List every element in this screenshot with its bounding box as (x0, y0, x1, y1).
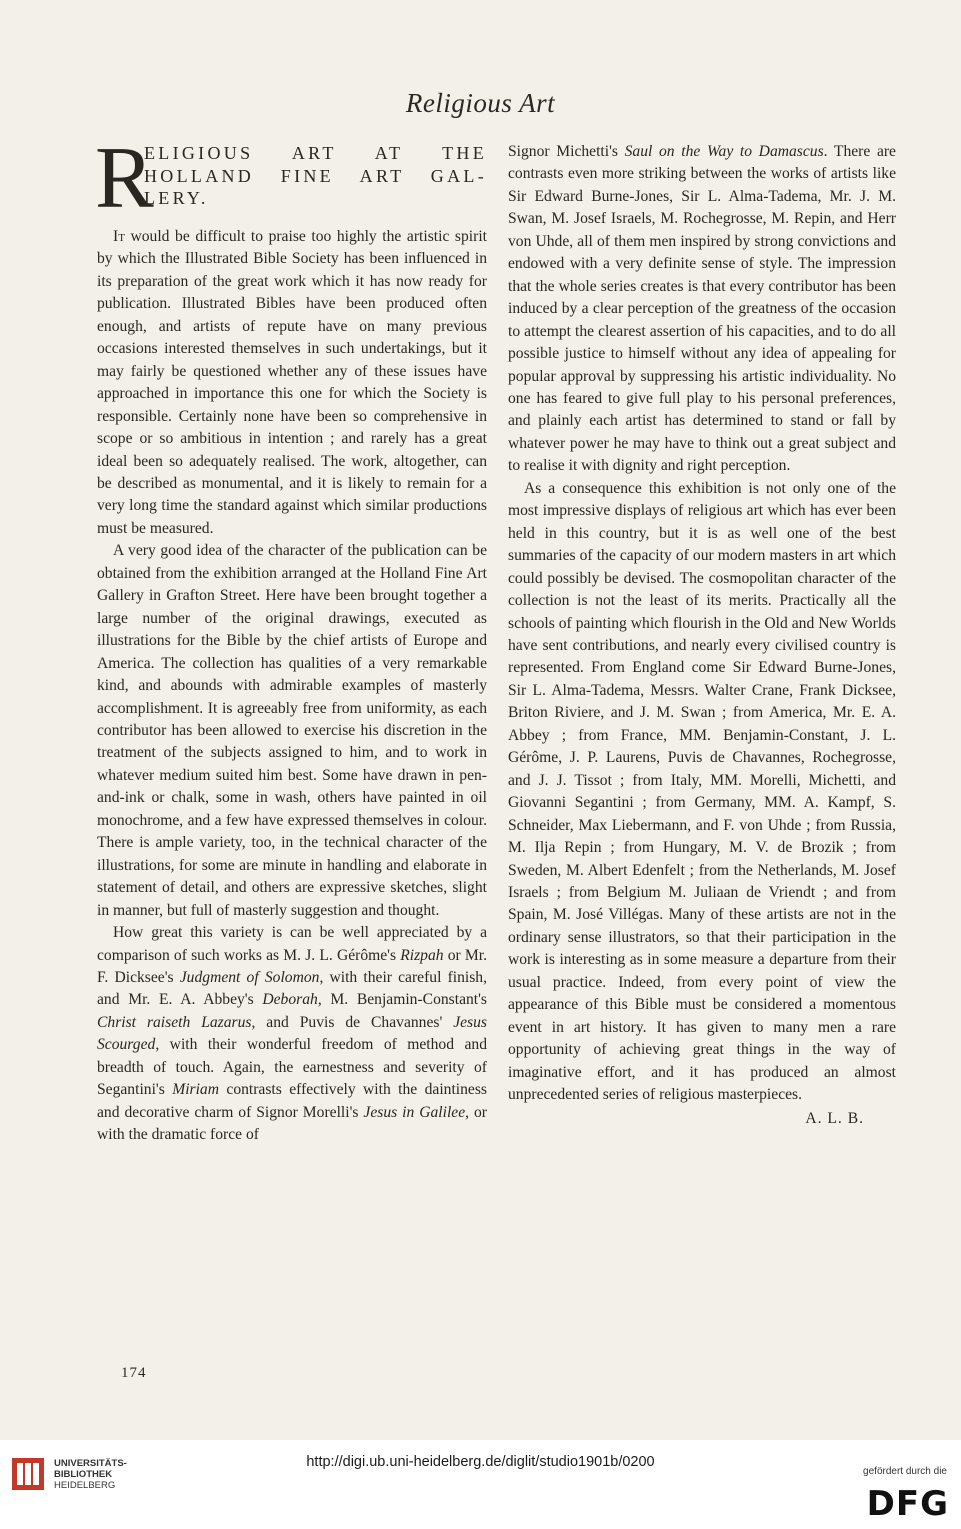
right-column (508, 141, 896, 1131)
text-run: contrasts effectively with the daintiness and decorative charm of Signor Morelli's (97, 1081, 487, 1121)
paragraph: A very good idea of the character of the publication can be obtained from the exhibition arranged at the Holland Fine Art Gallery in Grafton Street. Here have been brought together a large number of the original drawings, executed as illustrations for the Bible by the chief artists of Europe and America. The collection has qualities of a very remarkable kind, and abounds with admirable examples of masterly accomplishment. It is agreeably free from uniformity, as each contributor has been allowed to exercise his discretion in the treatment of the subjects assigned to him, and to work in whatever medium suited him best. Some have drawn in pen-and-ink or chalk, some in wash, others have painted in oil monochrome, and a few have expressed themselves in colour. There is ample variety, too, in the technical character of the illustrations, for some are minute in handling and elaborate in statement of detail, and others are expressive sketches, slight in manner, but full of masterly suggestion and thought. (97, 542, 487, 919)
text-run: Signor Michetti's (508, 143, 625, 160)
author-signature: A. L. B. (805, 1110, 864, 1128)
text-run: , and Puvis de Chavannes' (251, 1013, 454, 1031)
text-run: or Mr. F. Dicksee's (97, 946, 487, 986)
library-name-line: UNIVERSITÄTS- (54, 1458, 127, 1469)
heading-line-3: LERY. (144, 188, 209, 208)
paragraph-text: would be difficult to praise too highly the artistic spirit by which the Illustrated Bible Society has been influenced in its preparation of the great work which it has now ready for publication. Illustrated Bibles have been produced often enough, and artists of repute have on many previous occasions interested themselves in such undertakings, but it may fairly be questioned whether any of these issues have approached in importance this one for which the Society is responsible. Certainly none have been so comprehensive in scope or so ambitious in intention ; and rarely has a great ideal been so adequately realised. The work, altogether, can be described as monumental, and it is likely to remain for a very long time the standard against which similar productions must be measured. (97, 228, 487, 537)
funded-by-label: gefördert durch die (863, 1466, 947, 1477)
viewer-footer (0, 1440, 961, 1529)
text-run: . There are contrasts even more striking between the works of artists like Sir Edward Burne-Jones, Sir L. Alma-Tadema, Mr. J. M. Swan, M. Josef Israels, M. Rochegrosse, M. Repin, and Herr von Uhde, all of them men inspired by strong convictions and endowed with a very definite sense of style. The impression that the whole series creates is that every contributor has been induced by a clear perception of the greatness of the occasion to attempt the clearest assertion of his capacities, and to do all possible justice to himself without any idea of appealing for popular approval by suppressing his artistic individuality. No one has feared to give full play to his personal preferences, and plainly each artist has determined to stand or fall by whatever power he may have to think out a great subject and to realise it with dignity and right perception. (508, 143, 896, 475)
artwork-title: Rizpah (400, 946, 444, 964)
artwork-title: Christ raiseth Lazarus (97, 1013, 252, 1031)
artwork-title: Judgment of Solomon (179, 968, 320, 986)
paragraph: As a consequence this exhibition is not only one of the most impressive displays of religious art which has ever been held in this country, but it is as well one of the best summaries of the capacity of our modern masters in art which could possibly be devised. The cosmopolitan character of the collection is not the least of its merits. Practically all the schools of painting which flourish in the Old and New Worlds have sent contributions, and nearly every civilised country is represented. From England come Sir Edward Burne-Jones, Sir L. Alma-Tadema, Messrs. Walter Crane, Frank Dicksee, Briton Riviere, and J. M. Swan ; from America, Mr. E. A. Abbey ; from France, MM. Benjamin-Constant, J. L. Gérôme, J. P. Laurens, Puvis de Chavannes, Rochegrosse, and J. J. Tissot ; from Italy, MM. Morelli, Michetti, and Giovanni Segantini ; from Germany, MM. A. Kampf, S. Schneider, Max Liebermann, and F. von Uhde ; from Russia, M. Ilja Repin ; from Hungary, M. V. de Brozik ; from Sweden, M. Albert Edenfelt ; from the Netherlands, M. Josef Israels ; from Belgium M. Juliaan de Vriendt ; and from Spain, M. José Villégas. Many of these artists are not in the ordinary sense illustrators, so that their participation in the work is interesting as in some measure a departure from their usual practice. Indeed, from every point of view the appearance of this Bible must be considered a momentous event in art history. It has given to many men a rare opportunity of achieving great things in the way of imaginative effort, and it has produced an almost unprecedented series of religious masterpieces. (508, 479, 896, 1104)
permalink-url[interactable]: http://digi.ub.uni-heidelberg.de/diglit/studio1901b/0200 (306, 1454, 655, 1470)
running-head: Religious Art (405, 88, 556, 118)
article-heading (95, 130, 487, 227)
paragraph-lead-word: It (113, 228, 125, 245)
text-run: , M. Benjamin-Constant's (317, 991, 487, 1009)
dfg-logo: DFG (866, 1484, 949, 1524)
text-run: , or with the dramatic force of (97, 1103, 487, 1144)
drop-cap: R (95, 130, 154, 227)
left-column (95, 130, 487, 1147)
paragraph (97, 922, 487, 1147)
artwork-title: Saul on the Way to Damascus (624, 143, 824, 160)
page-number: 174 (121, 1365, 147, 1381)
text-run: , with their careful finish, and Mr. E. A. Abbey's (97, 968, 487, 1009)
library-name-line: HEIDELBERG (54, 1480, 116, 1491)
library-name-line: BIBLIOTHEK (54, 1469, 113, 1480)
heading-line-1: ELIGIOUS ART AT THE (144, 143, 487, 163)
text-run: , with their wonderful freedom of method and breadth of touch. Again, the earnestness and severity of Segantini's (97, 1036, 487, 1099)
paragraph (97, 226, 487, 540)
artwork-title: Deborah (262, 991, 318, 1009)
artwork-title: Jesus Scourged (97, 1013, 487, 1054)
paragraph (508, 141, 896, 478)
artwork-title: Jesus in Galilee (363, 1103, 466, 1121)
heading-line-2: HOLLAND FINE ART GAL- (144, 165, 487, 186)
artwork-title: Miriam (172, 1081, 219, 1099)
text-run: How great this variety is can be well appreciated by a comparison of such works as M. J. L. Gérôme's (97, 924, 487, 964)
heading-text (144, 142, 487, 210)
